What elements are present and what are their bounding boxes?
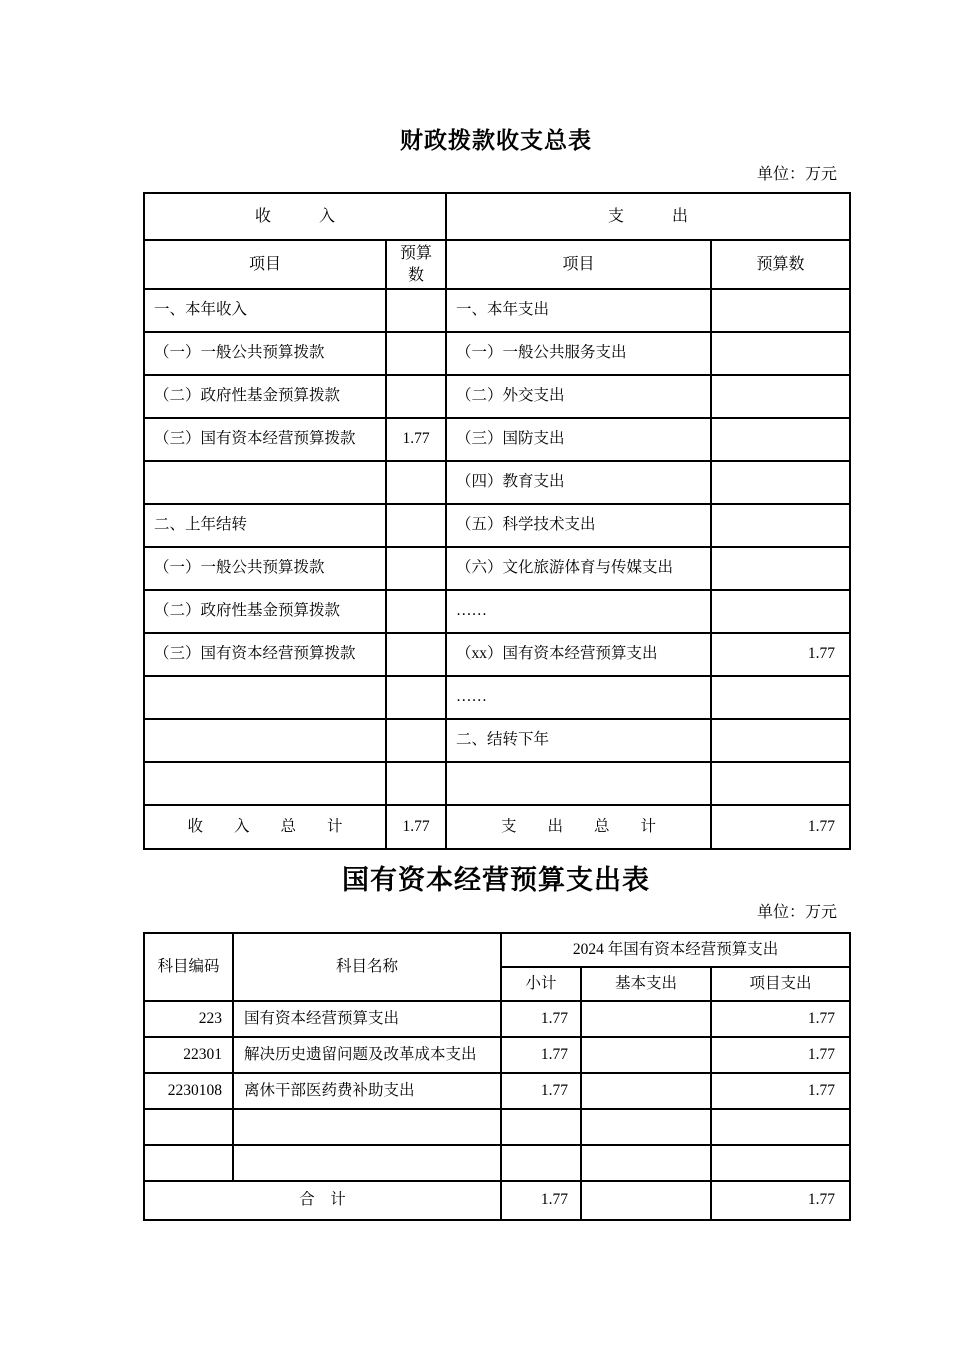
subject-code-cell xyxy=(144,1109,233,1145)
expense-item-cell: （一）一般公共服务支出 xyxy=(446,332,711,375)
project-expense-cell: 1.77 xyxy=(711,1073,850,1109)
table-row xyxy=(144,1109,850,1145)
table-row xyxy=(144,332,850,375)
subject-name-cell: 解决历史遗留问题及改革成本支出 xyxy=(233,1037,501,1073)
income-item-cell: 一、本年收入 xyxy=(144,289,386,332)
expense-budget-cell xyxy=(711,461,850,504)
table-total-row xyxy=(144,1181,850,1220)
project-expense-cell xyxy=(711,1109,850,1145)
state-capital-budget-expenditure-table xyxy=(143,932,851,1221)
table2-unit-label: 单位：万元 xyxy=(756,904,837,921)
basic-expense-cell xyxy=(581,1145,711,1181)
table-row xyxy=(144,289,850,332)
subtotal-header: 小计 xyxy=(501,967,581,1001)
income-total-value: 1.77 xyxy=(386,805,446,849)
subtotal-cell: 1.77 xyxy=(501,1001,581,1037)
project-expense-cell: 1.77 xyxy=(711,1001,850,1037)
table-row xyxy=(144,547,850,590)
expense-item-cell: （二）外交支出 xyxy=(446,375,711,418)
income-item-cell: （一）一般公共预算拨款 xyxy=(144,332,386,375)
basic-expense-header: 基本支出 xyxy=(581,967,711,1001)
income-group-header: 收 入 xyxy=(144,193,446,240)
basic-expense-cell xyxy=(581,1073,711,1109)
subject-code-cell: 22301 xyxy=(144,1037,233,1073)
expense-budget-header: 预算数 xyxy=(711,240,850,289)
expense-budget-cell xyxy=(711,418,850,461)
basic-expense-cell xyxy=(581,1037,711,1073)
income-item-cell: 二、上年结转 xyxy=(144,504,386,547)
income-budget-cell xyxy=(386,590,446,633)
income-budget-cell xyxy=(386,504,446,547)
table1-title: 财政拨款收支总表 xyxy=(400,127,592,153)
subtotal-cell: 1.77 xyxy=(501,1073,581,1109)
income-total-label: 收 入 总 计 xyxy=(144,805,386,849)
project-expense-header: 项目支出 xyxy=(711,967,850,1001)
expense-budget-cell xyxy=(711,504,850,547)
table-row xyxy=(144,1001,850,1037)
expense-budget-cell xyxy=(711,676,850,719)
expense-item-cell xyxy=(446,762,711,805)
fiscal-appropriation-summary-table xyxy=(143,192,851,850)
table-header-row xyxy=(144,933,850,967)
expense-item-cell: （五）科学技术支出 xyxy=(446,504,711,547)
subject-code-cell xyxy=(144,1145,233,1181)
income-budget-cell xyxy=(386,762,446,805)
income-budget-cell xyxy=(386,719,446,762)
expense-item-cell: （三）国防支出 xyxy=(446,418,711,461)
expense-item-cell: （四）教育支出 xyxy=(446,461,711,504)
income-item-cell: （一）一般公共预算拨款 xyxy=(144,547,386,590)
income-budget-cell xyxy=(386,676,446,719)
income-item-cell xyxy=(144,676,386,719)
expense-budget-cell xyxy=(711,289,850,332)
income-item-cell: （二）政府性基金预算拨款 xyxy=(144,590,386,633)
subject-code-header: 科目编码 xyxy=(144,933,233,1001)
table-row xyxy=(144,762,850,805)
expense-budget-cell: 1.77 xyxy=(711,633,850,676)
expense-item-cell: …… xyxy=(446,676,711,719)
expense-item-cell: （xx）国有资本经营预算支出 xyxy=(446,633,711,676)
table-row xyxy=(144,590,850,633)
table-row xyxy=(144,375,850,418)
income-item-cell xyxy=(144,719,386,762)
subject-name-cell: 离休干部医药费补助支出 xyxy=(233,1073,501,1109)
subject-code-cell: 223 xyxy=(144,1001,233,1037)
table-row xyxy=(144,504,850,547)
expense-group-header: 支 出 xyxy=(446,193,850,240)
budget-group-header: 2024 年国有资本经营预算支出 xyxy=(501,933,850,967)
basic-expense-cell xyxy=(581,1001,711,1037)
table-row xyxy=(144,633,850,676)
table1-unit-label: 单位：万元 xyxy=(756,166,837,183)
subtotal-cell: 1.77 xyxy=(501,1037,581,1073)
table-row xyxy=(144,676,850,719)
expense-budget-cell xyxy=(711,762,850,805)
income-item-cell xyxy=(144,461,386,504)
income-item-cell xyxy=(144,762,386,805)
table-row xyxy=(144,1145,850,1181)
expense-total-value: 1.77 xyxy=(711,805,850,849)
expense-item-cell: 二、结转下年 xyxy=(446,719,711,762)
subtotal-cell xyxy=(501,1109,581,1145)
table2-title: 国有资本经营预算支出表 xyxy=(342,865,650,895)
income-budget-cell xyxy=(386,461,446,504)
expense-item-cell: 一、本年支出 xyxy=(446,289,711,332)
income-budget-cell xyxy=(386,375,446,418)
income-budget-cell: 1.77 xyxy=(386,418,446,461)
income-item-header: 项目 xyxy=(144,240,386,289)
subtotal-cell xyxy=(501,1145,581,1181)
expense-item-cell: （六）文化旅游体育与传媒支出 xyxy=(446,547,711,590)
expense-item-cell: …… xyxy=(446,590,711,633)
expense-total-label: 支 出 总 计 xyxy=(446,805,711,849)
project-expense-cell: 1.77 xyxy=(711,1037,850,1073)
income-item-cell: （二）政府性基金预算拨款 xyxy=(144,375,386,418)
table-row xyxy=(144,1037,850,1073)
income-budget-cell xyxy=(386,289,446,332)
income-budget-cell xyxy=(386,547,446,590)
table-row xyxy=(144,719,850,762)
expense-budget-cell xyxy=(711,547,850,590)
subject-name-cell: 国有资本经营预算支出 xyxy=(233,1001,501,1037)
project-expense-cell xyxy=(711,1145,850,1181)
grand-total-project: 1.77 xyxy=(711,1181,850,1220)
subject-name-header: 科目名称 xyxy=(233,933,501,1001)
income-budget-header: 预算数 xyxy=(386,240,446,289)
table-total-row xyxy=(144,805,850,849)
expense-budget-cell xyxy=(711,375,850,418)
income-budget-cell xyxy=(386,332,446,375)
table-header-row xyxy=(144,240,850,289)
expense-budget-cell xyxy=(711,719,850,762)
income-item-cell: （三）国有资本经营预算拨款 xyxy=(144,633,386,676)
expense-budget-cell xyxy=(711,590,850,633)
table-row xyxy=(144,1073,850,1109)
income-budget-cell xyxy=(386,633,446,676)
table-row xyxy=(144,418,850,461)
table-row xyxy=(144,461,850,504)
expense-budget-cell xyxy=(711,332,850,375)
grand-total-label: 合 计 xyxy=(144,1181,501,1220)
expense-item-header: 项目 xyxy=(446,240,711,289)
basic-expense-cell xyxy=(581,1109,711,1145)
income-item-cell: （三）国有资本经营预算拨款 xyxy=(144,418,386,461)
grand-total-basic xyxy=(581,1181,711,1220)
subject-code-cell: 2230108 xyxy=(144,1073,233,1109)
grand-total-subtotal: 1.77 xyxy=(501,1181,581,1220)
table-header-row xyxy=(144,193,850,240)
subject-name-cell xyxy=(233,1109,501,1145)
subject-name-cell xyxy=(233,1145,501,1181)
